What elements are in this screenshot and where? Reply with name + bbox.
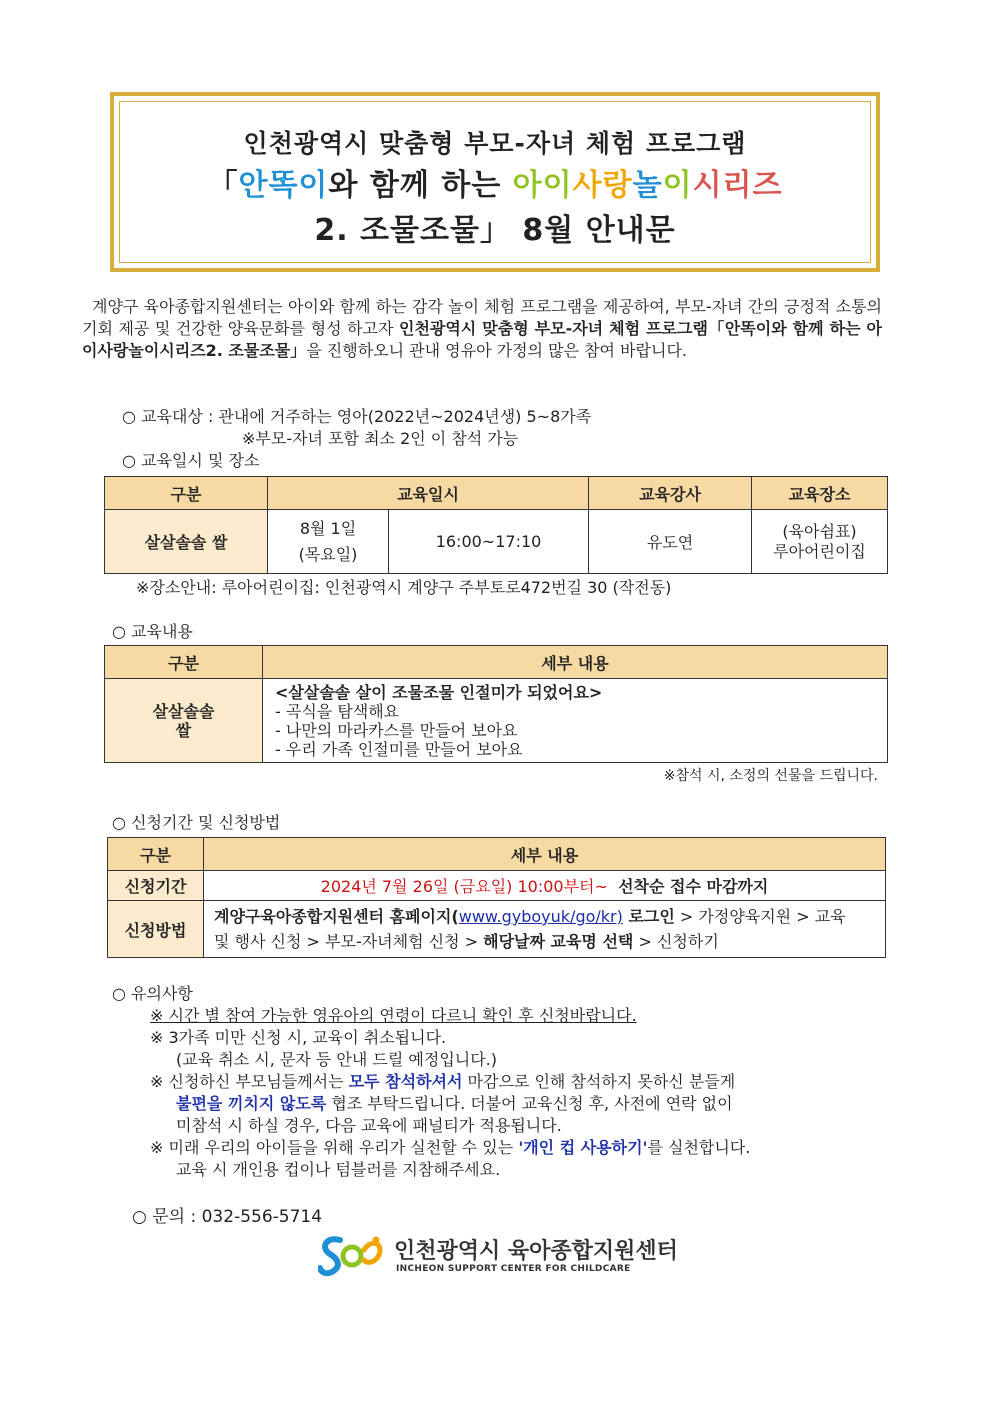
intro-paragraph	[82, 296, 882, 362]
content-title: <살살솔솔 살이 조물조물 인절미가 되었어요>	[275, 683, 603, 702]
apply-method-login: 로그인	[622, 907, 675, 926]
schedule-date	[268, 510, 389, 574]
apply-method-path-3: > 신청하기	[633, 932, 719, 951]
homepage-link[interactable]: www.gyboyuk/go/kr)	[458, 907, 623, 926]
title-wa-hamkke: 와 함께 하는	[328, 168, 513, 203]
schedule-heading: ○ 교육일시 및 장소	[122, 451, 260, 470]
content-header-row	[105, 646, 888, 679]
schedule-header-place: 교육장소	[752, 477, 888, 510]
apply-method-label: 신청방법	[108, 901, 204, 958]
title-sa: 사	[572, 168, 603, 203]
note-2-sub: (교육 취소 시, 문자 등 안내 드릴 예정입니다.)	[176, 1050, 498, 1069]
schedule-date-weekday: (목요일)	[298, 544, 358, 564]
schedule-place-2: 루아어린이집	[773, 541, 866, 561]
note-2: ※ 3가족 미만 신청 시, 교육이 취소됩니다.	[150, 1028, 447, 1047]
apply-table	[107, 837, 886, 958]
apply-header-row	[108, 838, 886, 871]
note-1-text: ※ 시간 별 참여 가능한 영유아의 연령이 다르니 확인 후 신청바랍니다.	[150, 1006, 637, 1025]
notes-heading: ○ 유의사항	[112, 984, 193, 1003]
note-3-line3: 미참석 시 하실 경우, 다음 교육에 패널티가 적용됩니다.	[176, 1116, 562, 1135]
content-header-detail: 세부 내용	[263, 646, 888, 679]
apply-header-category: 구분	[108, 838, 204, 871]
content-category-2: 쌀	[175, 720, 192, 740]
schedule-header-datetime: 교육일시	[268, 477, 589, 510]
note-4-c: 를 실천합니다.	[647, 1138, 751, 1157]
target-line: ○ 교육대상 : 관내에 거주하는 영아(2022년~2024년생) 5~8가족	[122, 407, 592, 426]
apply-heading: ○ 신청기간 및 신청방법	[112, 813, 281, 832]
schedule-header-category: 구분	[105, 477, 268, 510]
center-logo	[318, 1232, 678, 1282]
note-3-a: ※ 신청하신 부모님들께서는	[150, 1072, 349, 1091]
table-row	[105, 510, 888, 574]
logo-mark-icon	[318, 1232, 386, 1282]
note-4	[150, 1137, 750, 1159]
title-line3: 2. 조물조물」 8월 안내문	[314, 213, 676, 248]
schedule-date-day: 8월 1일	[299, 518, 357, 538]
note-4-b: '개인 컵 사용하기'	[518, 1138, 648, 1157]
target-note: ※부모-자녀 포함 최소 2인 이 참석 가능	[242, 429, 519, 448]
apply-period-value	[204, 871, 886, 901]
apply-period-date: 2024년 7월 26일 (금요일) 10:00부터~	[320, 877, 608, 896]
apply-header-detail: 세부 내용	[204, 838, 886, 871]
place-note: ※장소안내: 루아어린이집: 인천광역시 계양구 주부토로472번길 30 (작전동)	[136, 578, 672, 597]
note-4-line2: 교육 시 개인용 컵이나 텀블러를 지참해주세요.	[176, 1160, 501, 1179]
title-rang: 랑	[602, 168, 633, 203]
content-category	[105, 679, 263, 763]
title-series: 시리즈	[692, 168, 783, 203]
title-inner	[119, 101, 871, 263]
apply-method-path-2: 및 행사 신청 > 부모-자녀체험 신청 >	[214, 932, 484, 951]
note-3-d: 불편을 끼치지 않도록	[176, 1094, 327, 1113]
apply-period-until: 선착순 접수 마감까지	[618, 877, 769, 896]
note-3-line2	[176, 1093, 733, 1115]
table-row	[108, 871, 886, 901]
schedule-category: 살살솔솔 쌀	[105, 510, 268, 574]
schedule-time: 16:00~17:10	[389, 510, 589, 574]
schedule-place	[752, 510, 888, 574]
table-row	[105, 679, 888, 763]
gift-note: ※참석 시, 소정의 선물을 드립니다.	[663, 768, 878, 784]
table-row	[108, 901, 886, 958]
note-3-b: 모두 참석하셔서	[348, 1072, 463, 1091]
apply-period-label: 신청기간	[108, 871, 204, 901]
schedule-place-1: (육아쉼표)	[782, 521, 857, 541]
note-3-c: 마감으로 인해 참석하지 못하신 분들게	[462, 1072, 736, 1091]
note-3-e: 협조 부탁드립니다. 더불어 교육신청 후, 사전에 연락 없이	[326, 1094, 733, 1113]
note-1	[150, 1005, 637, 1027]
schedule-header-instructor: 교육강사	[589, 477, 752, 510]
logo-name: 인천광역시 육아종합지원센터	[394, 1239, 678, 1264]
note-3	[150, 1071, 735, 1093]
intro-text-2: 을 진행하오니 관내 영유아 가정의 많은 참여 바랍니다.	[306, 341, 687, 360]
list-item: - 곡식을 탐색해요	[275, 702, 400, 721]
schedule-table	[104, 476, 888, 574]
apply-method-site: 계양구육아종합지원센터 홈페이지(	[214, 907, 459, 926]
title-line1: 인천광역시 맞춤형 부모-자녀 체험 프로그램	[243, 129, 747, 158]
schedule-instructor: 유도연	[589, 510, 752, 574]
title-line2	[120, 164, 870, 208]
apply-method-select: 해당날짜 교육명 선택	[483, 932, 634, 951]
content-header-category: 구분	[105, 646, 263, 679]
apply-method-value	[204, 901, 886, 958]
title-nol: 놀	[632, 168, 663, 203]
apply-method-path-1: > 가정양육지원 > 교육	[674, 907, 846, 926]
title-i2: 이	[662, 168, 693, 203]
list-item: - 나만의 마라카스를 만들어 보아요	[275, 721, 518, 740]
content-heading: ○ 교육내용	[112, 622, 193, 641]
content-category-1: 살살솔솔	[152, 701, 215, 721]
content-table	[104, 645, 888, 763]
intro-bold: 인천광역시 맞춤형 부모-자녀 체험 프로그램「안똑이와 함께 하는 아이사랑놀이시리즈2. 조물조물」	[82, 319, 882, 360]
schedule-header-row	[105, 477, 888, 510]
title-bracket: 「	[207, 168, 239, 203]
intro-text-1: 계양구 육아종합지원센터는 아이와 함께 하는 감각 놀이 체험 프로그램을 제공하여, 부모-자녀 간의 긍정적 소통의 기회 제공 및 건강한 양육문화를 형성 하고자	[82, 297, 882, 338]
content-detail	[263, 679, 888, 763]
title-andokyi: 안똑이	[238, 168, 329, 203]
list-item: - 우리 가족 인절미를 만들어 보아요	[275, 740, 523, 759]
note-4-a: ※ 미래 우리의 아이들을 위해 우리가 실천할 수 있는	[150, 1138, 519, 1157]
contact: ○ 문의 : 032-556-5714	[132, 1207, 323, 1227]
logo-sub: INCHEON SUPPORT CENTER FOR CHILDCARE	[396, 1264, 631, 1274]
title-ai: 아이	[512, 168, 573, 203]
title-box	[110, 92, 880, 272]
